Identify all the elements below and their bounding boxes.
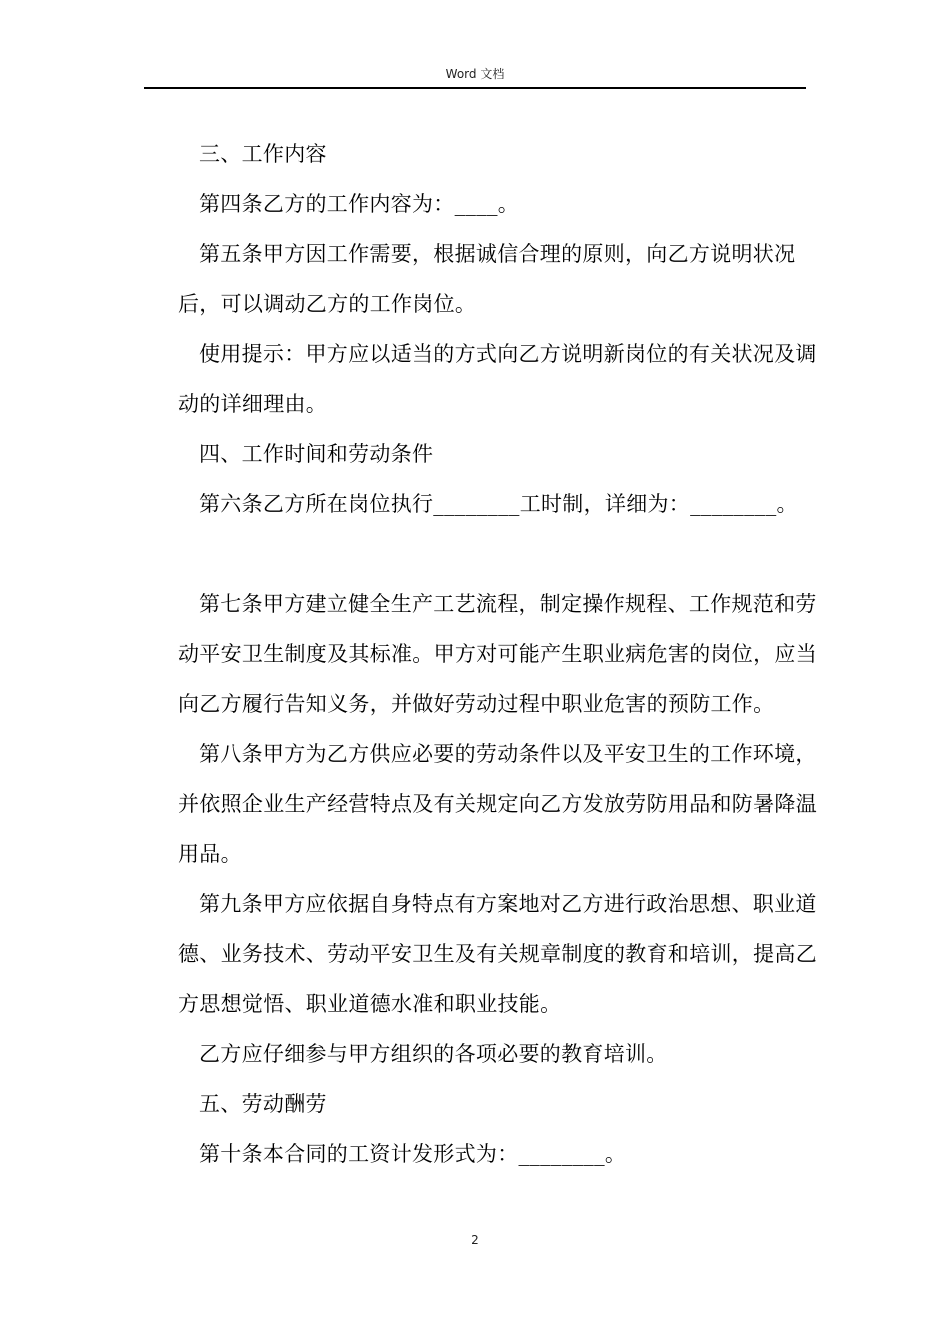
- document-body: [178, 129, 818, 1179]
- article-9: 第九条甲方应依据自身特点有方案地对乙方进行政治思想、职业道德、业务技术、劳动平安卫生及有关规章制度的教育和培训，提高乙方思想觉悟、职业道德水准和职业技能。: [178, 892, 817, 1016]
- article-7: 第七条甲方建立健全生产工艺流程，制定操作规程、工作规范和劳动平安卫生制度及其标准。甲方对可能产生职业病危害的岗位，应当向乙方履行告知义务，并做好劳动过程中职业危害的预防工作。: [178, 592, 817, 716]
- header-rule: [144, 87, 806, 89]
- section-heading-working-time: 四、工作时间和劳动条件: [199, 442, 434, 466]
- training-note: 乙方应仔细参与甲方组织的各项必要的教育培训。: [199, 1042, 668, 1066]
- article-5: 第五条甲方因工作需要，根据诚信合理的原则，向乙方说明状况后，可以调动乙方的工作岗位。: [178, 242, 796, 316]
- blank-line: [178, 529, 818, 579]
- section-heading-remuneration: 五、劳动酬劳: [199, 1092, 327, 1116]
- page-number: 2: [471, 1233, 479, 1247]
- section-heading-work-content: 三、工作内容: [199, 142, 327, 166]
- article-8: 第八条甲方为乙方供应必要的劳动条件以及平安卫生的工作环境，并依照企业生产经营特点及有关规定向乙方发放劳防用品和防暑降温用品。: [178, 742, 817, 866]
- article-4: 第四条乙方的工作内容为：____。: [199, 192, 520, 216]
- article-10: 第十条本合同的工资计发形式为：________。: [199, 1142, 627, 1166]
- page-header: Word 文档: [445, 67, 505, 81]
- article-6: 第六条乙方所在岗位执行________工时制，详细为：________。: [199, 492, 798, 516]
- usage-tip: 使用提示：甲方应以适当的方式向乙方说明新岗位的有关状况及调动的详细理由。: [178, 342, 817, 416]
